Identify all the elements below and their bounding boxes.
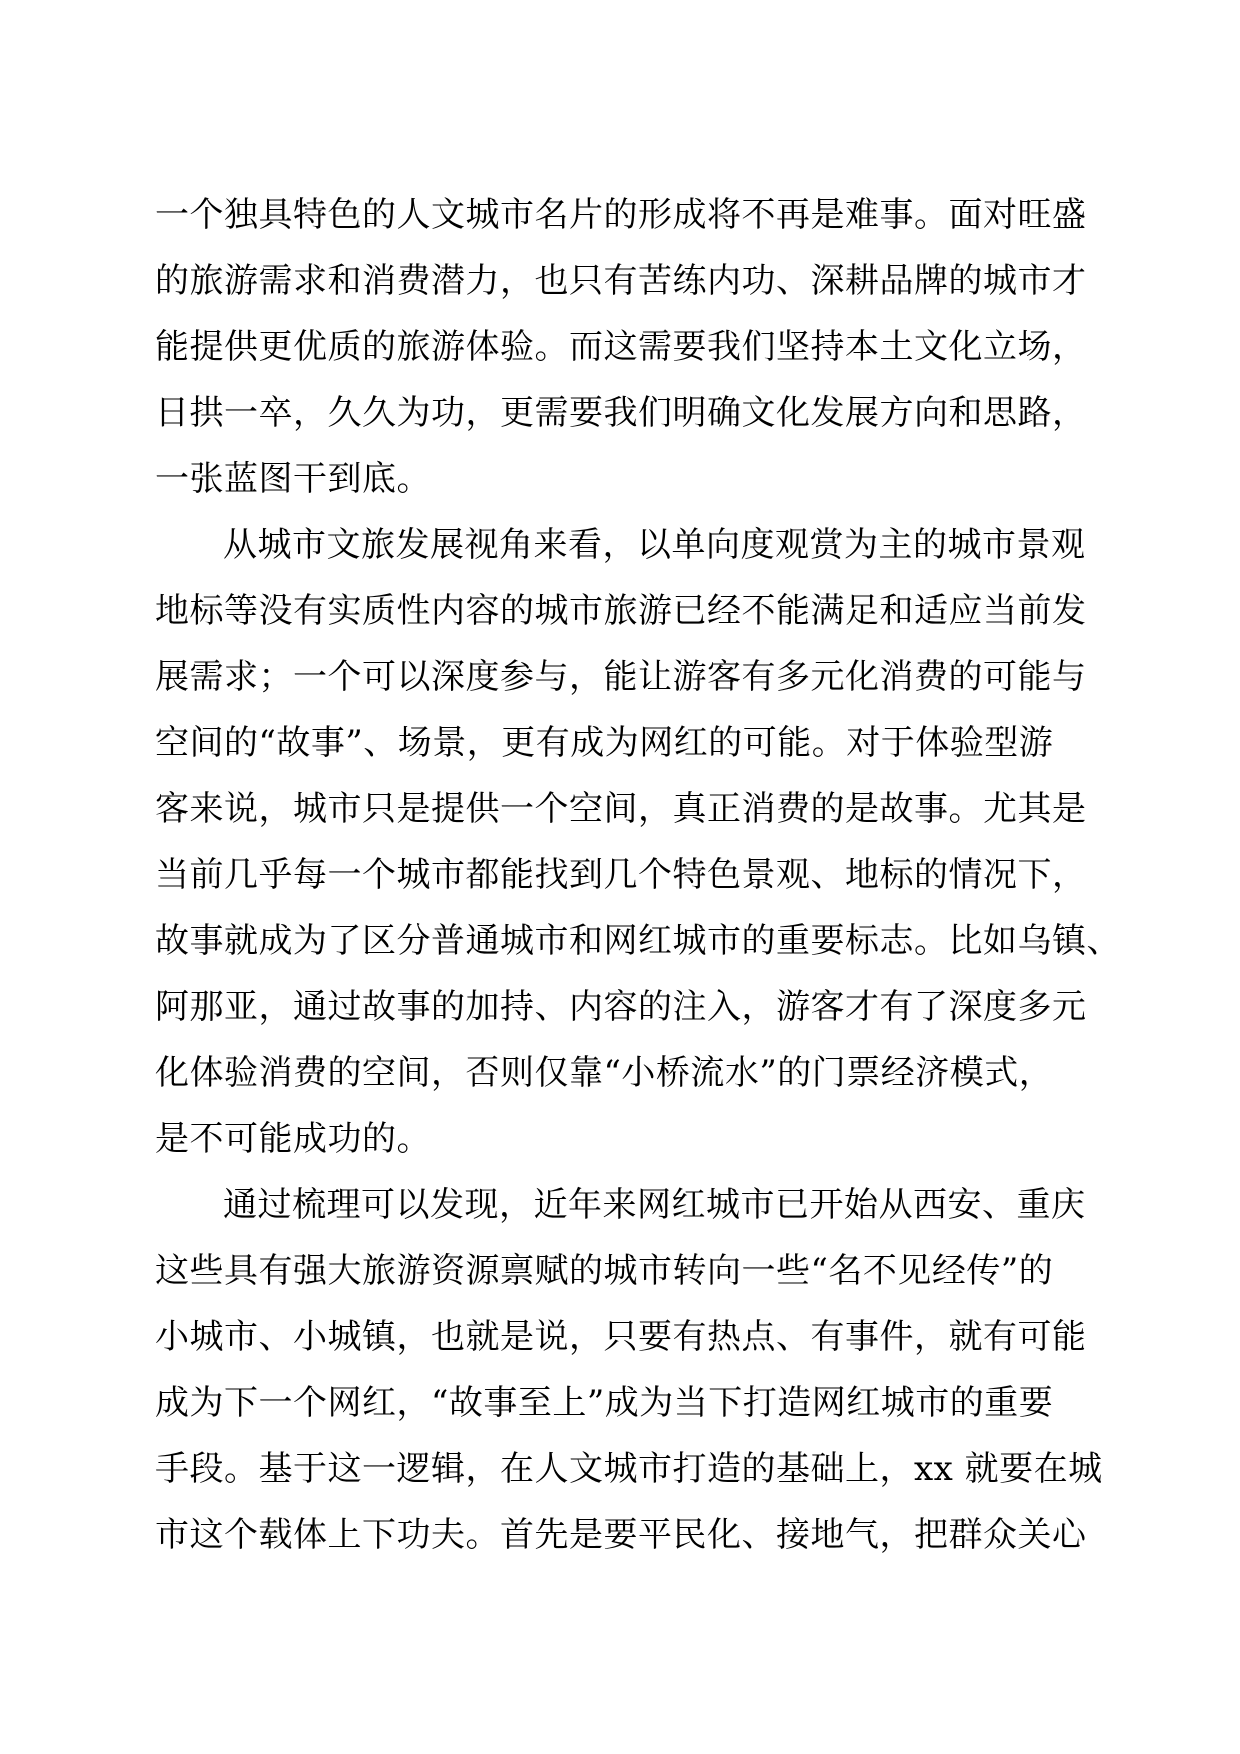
text-line: 成为下一个网红，“故事至上”成为当下打造网红城市的重要 [155, 1383, 1054, 1423]
text-line: 故事就成为了区分普通城市和网红城市的重要标志。比如乌镇、 [155, 921, 1121, 961]
text-line: 这些具有强大旅游资源禀赋的城市转向一些“名不见经传”的 [155, 1251, 1054, 1291]
text-line: 客来说，城市只是提供一个空间，真正消费的是故事。尤其是 [155, 789, 1087, 829]
paragraph-start-line: 从城市文旅发展视角来看，以单向度观赏为主的城市景观 [223, 525, 1086, 565]
text-line: 化体验消费的空间，否则仅靠“小桥流水”的门票经济模式， [155, 1053, 1054, 1093]
text-line: 当前几乎每一个城市都能找到几个特色景观、地标的情况下， [155, 855, 1087, 895]
text-line: 小城市、小城镇，也就是说，只要有热点、有事件，就有可能 [155, 1317, 1087, 1357]
text-line: 市这个载体上下功夫。首先是要平民化、接地气，把群众关心 [155, 1515, 1087, 1555]
text-line: 地标等没有实质性内容的城市旅游已经不能满足和适应当前发 [155, 591, 1087, 631]
text-line: 是不可能成功的。 [155, 1119, 431, 1159]
text-line: 的旅游需求和消费潜力，也只有苦练内功、深耕品牌的城市才 [155, 261, 1087, 301]
paragraph-start-line: 通过梳理可以发现，近年来网红城市已开始从西安、重庆 [223, 1185, 1086, 1225]
text-line: 展需求；一个可以深度参与，能让游客有多元化消费的可能与 [155, 657, 1087, 697]
text-line: 阿那亚，通过故事的加持、内容的注入，游客才有了深度多元 [155, 987, 1087, 1027]
text-line: 能提供更优质的旅游体验。而这需要我们坚持本土文化立场， [155, 327, 1087, 367]
text-line: 一个独具特色的人文城市名片的形成将不再是难事。面对旺盛 [155, 195, 1087, 235]
text-line: 一张蓝图干到底。 [155, 459, 431, 499]
text-line: 空间的“故事”、场景，更有成为网红的可能。对于体验型游 [155, 723, 1054, 763]
text-line: 日拱一卒，久久为功，更需要我们明确文化发展方向和思路， [155, 393, 1087, 433]
body-text [155, 182, 1121, 1568]
text-line: 手段。基于这一逻辑，在人文城市打造的基础上，xx 就要在城 [155, 1449, 1103, 1489]
